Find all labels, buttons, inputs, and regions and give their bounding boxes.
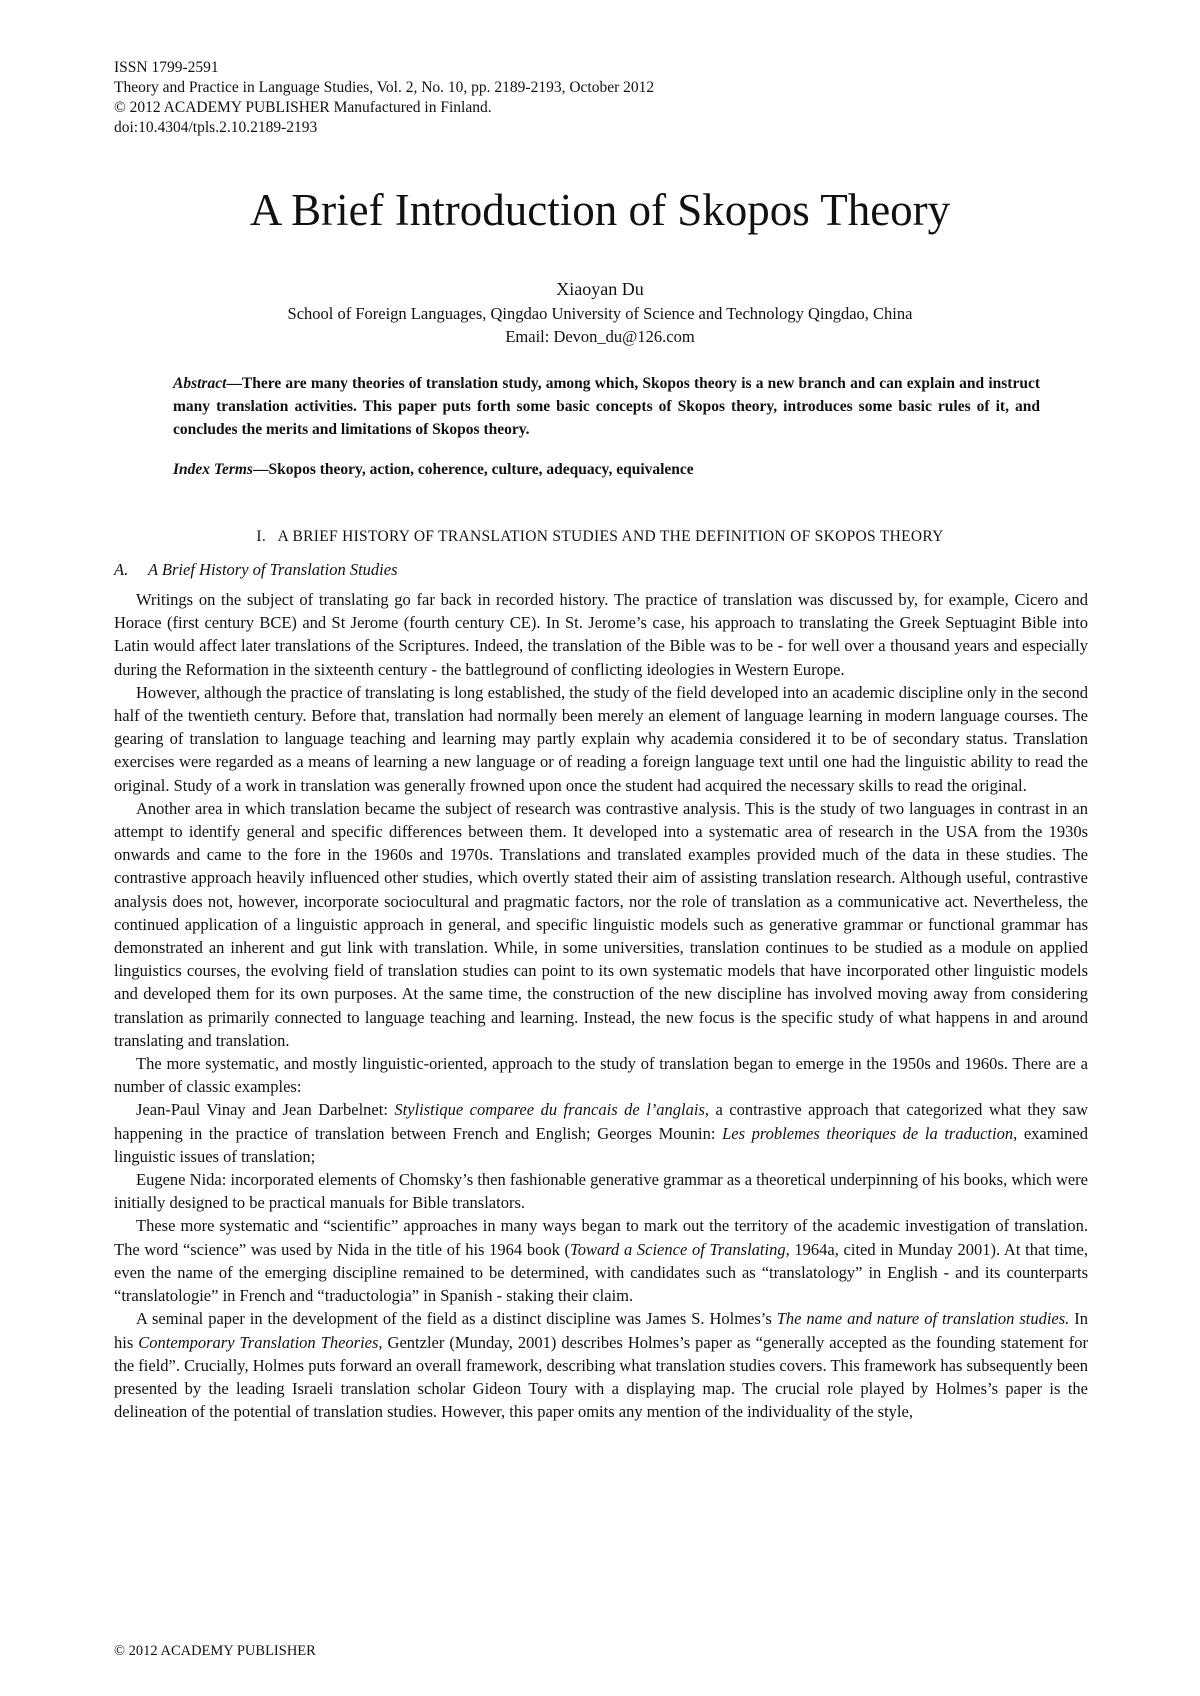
author-name: Xiaoyan Du [556, 279, 644, 299]
body-text [114, 588, 1088, 1423]
text-run: In his [114, 1309, 1088, 1352]
page-footer: © 2012 ACADEMY PUBLISHER [114, 1643, 316, 1659]
paragraph: However, although the practice of translating is long established, the study of the field developed into an academic discipline only in the second half of the twentieth century. Before that, translation had normally been merely an element of language learning in modern language courses. The gearing of translation to language teaching and learning may partly explain why academia considered it to be of secondary status. Translation exercises were regarded as a means of learning a new language or of reading a foreign language text until one had the linguistic ability to read the original. Study of a work in translation was generally frowned upon once the student had acquired the necessary skills to read the original. [114, 682, 1088, 795]
subsection-title: A Brief History of Translation Studies [148, 560, 398, 579]
paragraph: Another area in which translation became the subject of research was contrastive analysis. This is the study of two languages in contrast in an attempt to identify general and specific differences between them. It developed into a systematic area of research in the USA from the 1930s onwards and came to the fore in the 1960s and 1970s. Translations and translated examples provided much of the data in these studies. The contrastive approach heavily influenced other studies, which overtly stated their aim of assisting translation research. Although useful, contrastive analysis does not, however, incorporate sociocultural and pragmatic factors, nor the role of translation as a communicative act. Nevertheless, the continued application of a linguistic approach in general, and specific linguistic models such as generative grammar or functional grammar has demonstrated an inherent and gut link with translation. While, in some universities, translation continues to be studied as a module on applied linguistics courses, the evolving field of translation studies can point to its own systematic models that have incorporated other linguistic models and developed them for its own purposes. At the same time, the construction of the new discipline has involved moving away from considering translation as primarily connected to language teaching and learning. Instead, the new focus is the specific study of what happens in and around translating and translation. [114, 798, 1088, 1050]
paper-title-ref: The name and nature of translation studies. [776, 1309, 1070, 1329]
book-title: Toward a Science of Translating [570, 1239, 786, 1259]
paragraph [114, 1307, 1088, 1423]
text-run: , 1964a, cited in Munday 2001). At that time, even the name of the emerging discipline remained to be determined, with candidates such as “translatology” in English - and its counterparts “translatologie” in French and “traductologia” in Spanish - staking their claim. [114, 1239, 1088, 1306]
paragraph [114, 1214, 1088, 1307]
abstract-text: —There are many theories of translation study, among which, Skopos theory is a new branch and can explain and instruct many translation activities. This paper puts forth some basic concepts of Skopos theory, introduces some basic rules of it, and concludes the merits and limitations of Skopos theory. [173, 375, 1040, 438]
text-run: Gentzler (Munday, 2001) describes Holmes’s paper as “generally accepted as the founding statement for the field”. Crucially, Holmes puts forward an overall framework, describing what translation studies covers. This framework has subsequently been presented by the leading Israeli translation scholar Gideon Toury with a displaying map. The crucial role played by Holmes’s paper is the delineation of the potential of translation studies. However, this paper omits any mention of the individuality of the style, [114, 1332, 1089, 1422]
paragraph: The more systematic, and mostly linguistic-oriented, approach to the study of translation began to emerge in the 1950s and 1960s. There are a number of classic examples: [114, 1054, 1088, 1097]
paragraph: Writings on the subject of translating go far back in recorded history. The practice of translation was discussed by, for example, Cicero and Horace (first century BCE) and St Jerome (fourth century CE). In St. Jerome’s case, his approach to translating the Greek Septuagint Bible into Latin would affect later translations of the Scriptures. Indeed, the translation of the Bible was to be - for well over a thousand years and especially during the Reformation in the sixteenth century - the battleground of conflicting ideologies in Western Europe. [114, 590, 1088, 679]
subsection-heading [114, 559, 398, 581]
text-run: These more systematic and “scientific” approaches in many ways began to mark out the territory of the academic investigation of translation. The word “science” was used by Nida in the title of his 1964 book ( [114, 1216, 1088, 1259]
book-title: Les problemes theoriques de la traduction [722, 1123, 1014, 1143]
copyright-line: © 2012 ACADEMY PUBLISHER Manufactured in Finland. [114, 99, 492, 116]
index-terms-label: Index Terms [173, 461, 253, 478]
author-email: Email: Devon_du@126.com [505, 327, 695, 346]
issn: ISSN 1799-2591 [114, 59, 219, 76]
index-terms-text: —Skopos theory, action, coherence, culture, adequacy, equivalence [252, 461, 694, 478]
paragraph [114, 1098, 1088, 1168]
paper-title: A Brief Introduction of Skopos Theory [249, 185, 951, 235]
text-run: , examined linguistic issues of translation; [114, 1123, 1088, 1166]
abstract [173, 372, 1040, 441]
doi: doi:10.4304/tpls.2.10.2189-2193 [114, 119, 318, 136]
journal-citation: Theory and Practice in Language Studies, Vol. 2, No. 10, pp. 2189-2193, October 2012 [114, 79, 655, 96]
text-run: Jean-Paul Vinay and Jean Darbelnet: [136, 1100, 395, 1120]
book-title: Contemporary Translation Theories, [138, 1332, 383, 1352]
index-terms [173, 458, 1040, 481]
journal-header [114, 58, 654, 138]
abstract-label: Abstract [173, 375, 227, 392]
paragraph: Eugene Nida: incorporated elements of Chomsky’s then fashionable generative grammar as a theoretical underpinning of his books, which were initially designed to be practical manuals for Bible translators. [114, 1170, 1088, 1213]
section-heading: I. A BRIEF HISTORY OF TRANSLATION STUDIES AND THE DEFINITION OF SKOPOS THEORY [256, 528, 944, 545]
author-affiliation: School of Foreign Languages, Qingdao University of Science and Technology Qingdao, China [287, 304, 913, 323]
text-run: A seminal paper in the development of the field as a distinct discipline was James S. Holmes’s [136, 1309, 777, 1329]
book-title: Stylistique comparee du francais de l’anglais [394, 1100, 705, 1120]
subsection-number: A. [114, 560, 129, 579]
text-run: , a contrastive approach that categorized what they saw happening in the practice of translation between French and English; Georges Mounin: [114, 1100, 1089, 1143]
